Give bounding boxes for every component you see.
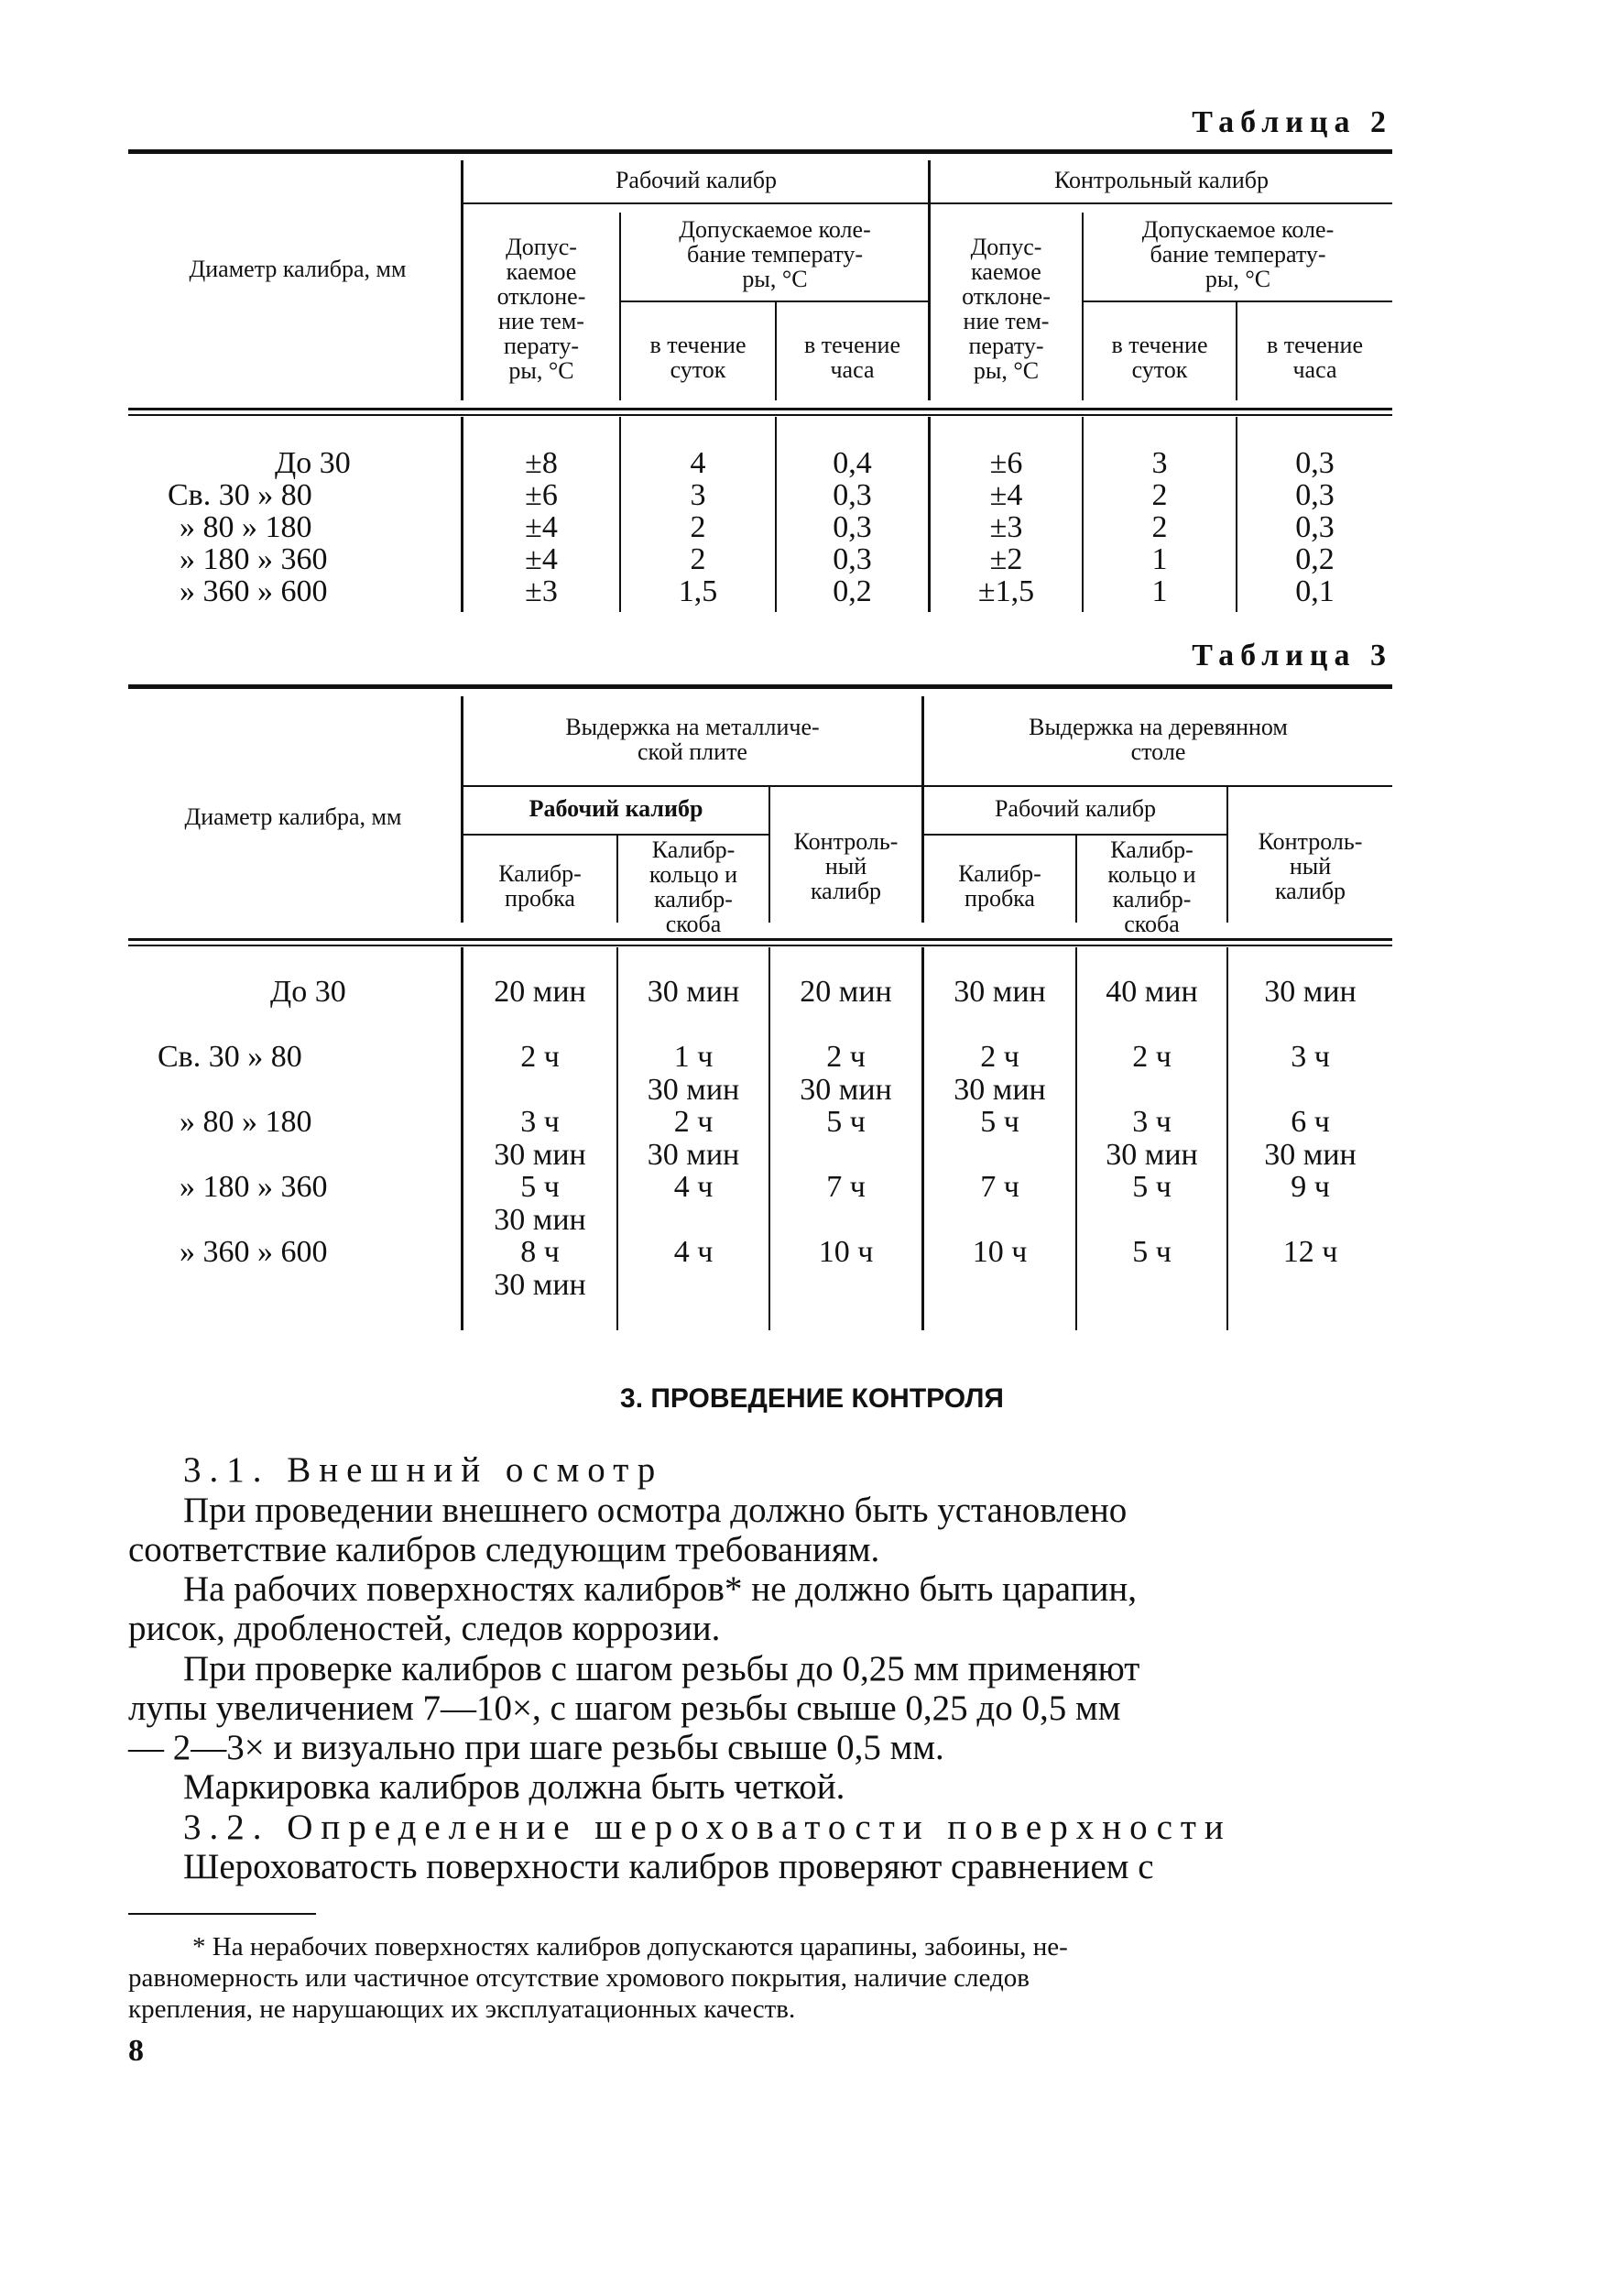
table3-col-diameter: Диаметр калибра, мм — [184, 803, 402, 830]
table2-cell: ±4 — [989, 478, 1023, 512]
page-number: 8 — [128, 2034, 144, 2068]
table2-col-osc-control: Допускаемое коле- бание температу- ры, °С — [1141, 216, 1335, 292]
table3-col-ring-wood: Калибр- кольцо и калибр- скоба — [1107, 836, 1196, 937]
table3-sub-working-wood: Рабочий калибр — [994, 795, 1157, 822]
table2-cell: ±3 — [525, 574, 558, 608]
section-heading: 3. ПРОВЕДЕНИЕ КОНТРОЛЯ — [620, 1383, 1004, 1414]
table3-diameter: Св. 30 » 80 — [158, 1040, 302, 1074]
table2-cell: ±8 — [525, 446, 558, 480]
table3-cell: 20 мин — [800, 975, 892, 1009]
table2-col-hour-control: в течение часа — [1266, 332, 1363, 383]
table2-diameter: » 180 » 360 — [180, 542, 328, 576]
footnote-rule — [128, 1913, 316, 1915]
table3-cell: 4 ч — [673, 1235, 714, 1269]
table3-col-plug-metal: Калибр- пробка — [498, 860, 582, 912]
table2-diameter: » 360 » 600 — [180, 574, 328, 608]
table3-col-control-wood: Контроль- ный калибр — [1258, 828, 1363, 904]
table3-cell: 2 ч — [1132, 1040, 1172, 1074]
paragraph-line: — 2—3× и визуально при шаге резьбы свыше 0,5 мм. — [128, 1728, 944, 1767]
table3-cell: 4 ч — [673, 1170, 714, 1204]
table2-cell: 4 — [690, 446, 706, 480]
table3-cell: 10 ч — [818, 1235, 874, 1269]
table3-cell: 30 мин — [647, 975, 740, 1009]
table2-cell: 2 — [1151, 510, 1168, 544]
table2-col-osc-working: Допускаемое коле- бание температу- ры, °С — [679, 216, 871, 292]
table2-cell: 2 — [690, 510, 706, 544]
table2-cell: 0,3 — [1295, 478, 1335, 512]
table2-cell: ±2 — [989, 542, 1023, 576]
table2-cell: 3 — [1151, 446, 1168, 480]
table3-diameter: » 360 » 600 — [180, 1235, 328, 1269]
table3-diameter: » 180 » 360 — [180, 1170, 328, 1204]
table2-col-day-working: в течение суток — [649, 332, 747, 383]
paragraph-line: При проведении внешнего осмотра должно быть установлено — [183, 1491, 1128, 1530]
table2-col-diameter: Диаметр калибра, мм — [189, 256, 407, 282]
table2-cell: 1,5 — [678, 574, 718, 608]
table2-cell: ±6 — [525, 478, 558, 512]
footnote-line: * На нерабочих поверхностях калибров допускаются царапины, забоины, не- — [192, 1932, 1068, 1962]
table3-cell: 30 мин — [954, 975, 1046, 1009]
table3-group-metal: Выдержка на металличе- ской плите — [565, 714, 820, 765]
table2-cell: ±1,5 — [977, 574, 1035, 608]
table2-diameter: » 80 » 180 — [180, 510, 312, 544]
table3-cell: 9 ч — [1291, 1170, 1330, 1204]
table2-cell: ±3 — [989, 510, 1023, 544]
table3-cell: 2 ч — [520, 1040, 560, 1074]
table3-cell: 2 ч 30 мин — [954, 1040, 1046, 1107]
table2-cell: 0,1 — [1295, 574, 1335, 608]
table3-sub-working-metal: Рабочий калибр — [529, 795, 703, 822]
footnote-line: равномерность или частичное отсутствие хромового покрытия, наличие следов — [128, 1963, 1030, 1993]
table2-diameter: До 30 — [275, 446, 351, 480]
paragraph-line: Маркировка калибров должна быть четкой. — [183, 1767, 845, 1807]
table2-cell: 0,3 — [833, 478, 872, 512]
table2-caption: Таблица 2 — [1192, 105, 1392, 139]
table2-cell: 0,3 — [833, 510, 872, 544]
table2-cell: 1 — [1151, 574, 1168, 608]
table2-cell: 1 — [1151, 542, 1168, 576]
table3-cell: 12 ч — [1282, 1235, 1338, 1269]
table3-cell: 40 мин — [1106, 975, 1198, 1009]
table2-col-dev-control: Допус- каемое отклоне- ние тем- перату- ры, °С — [962, 234, 1051, 384]
footnote-line: крепления, не нарушающих их эксплуатационных качеств. — [128, 1994, 796, 2024]
table3-caption: Таблица 3 — [1192, 639, 1392, 672]
table2-group-working: Рабочий калибр — [615, 167, 778, 193]
table3-col-plug-wood: Калибр- пробка — [958, 860, 1041, 912]
table2-cell: 0,4 — [833, 446, 872, 480]
table2-group-control: Контрольный калибр — [1053, 167, 1270, 193]
table3-cell: 10 ч — [972, 1235, 1028, 1269]
table3-cell: 2 ч 30 мин — [647, 1105, 740, 1172]
table3-col-ring-metal: Калибр- кольцо и калибр- скоба — [649, 836, 738, 937]
table2-col-day-control: в течение суток — [1111, 332, 1208, 383]
table2-cell: 3 — [690, 478, 706, 512]
table2-cell: 2 — [1151, 478, 1168, 512]
table3-cell: 20 мин — [494, 975, 586, 1009]
table2-cell: 2 — [690, 542, 706, 576]
table2-col-dev-working: Допус- каемое отклоне- ние тем- перату- ры, °С — [496, 234, 586, 384]
paragraph-line: При проверке калибров с шагом резьбы до 0,25 мм применяют — [183, 1649, 1140, 1688]
table3-col-control-metal: Контроль- ный калибр — [793, 828, 899, 904]
table2-cell: 0,3 — [1295, 510, 1335, 544]
table3-cell: 5 ч 30 мин — [494, 1170, 586, 1237]
table2-diameter: Св. 30 » 80 — [168, 478, 312, 512]
table3-cell: 30 мин — [1264, 975, 1357, 1009]
table3-cell: 5 ч — [980, 1105, 1019, 1139]
table2-cell: ±4 — [525, 542, 558, 576]
table3-diameter: До 30 — [270, 975, 346, 1009]
subsection-title: 3.2. Определение шероховатости поверхности — [183, 1808, 1232, 1847]
table3-cell: 6 ч 30 мин — [1264, 1105, 1357, 1172]
table3-cell: 3 ч 30 мин — [494, 1105, 586, 1172]
paragraph-line: На рабочих поверхностях калибров* не должно быть царапин, — [183, 1569, 1137, 1609]
table3-cell: 3 ч 30 мин — [1106, 1105, 1198, 1172]
table2-cell: 0,2 — [833, 574, 872, 608]
table3-diameter: » 80 » 180 — [180, 1105, 312, 1139]
paragraph-line: соответствие калибров следующим требованиям. — [128, 1530, 880, 1569]
table3-cell: 2 ч 30 мин — [800, 1040, 892, 1107]
table2-cell: 0,3 — [1295, 446, 1335, 480]
table3-cell: 3 ч — [1291, 1040, 1330, 1074]
table3-group-wood: Выдержка на деревянном столе — [1029, 714, 1288, 765]
table2-cell: ±6 — [989, 446, 1023, 480]
table3-cell: 7 ч — [826, 1170, 866, 1204]
table2-cell: ±4 — [525, 510, 558, 544]
table3-cell: 8 ч 30 мин — [494, 1235, 586, 1302]
table3-cell: 5 ч — [1132, 1170, 1172, 1204]
paragraph-line: рисок, дробленостей, следов коррозии. — [128, 1609, 721, 1648]
subsection-title: 3.1. Внешний осмотр — [183, 1450, 664, 1490]
table2-cell: 0,3 — [833, 542, 872, 576]
paragraph-line: лупы увеличением 7—10×, с шагом резьбы свыше 0,25 до 0,5 мм — [128, 1688, 1121, 1728]
table3-cell: 5 ч — [826, 1105, 866, 1139]
paragraph-line: Шероховатость поверхности калибров проверяют сравнением с — [183, 1847, 1154, 1886]
table3-cell: 1 ч 30 мин — [647, 1040, 740, 1107]
table3-cell: 5 ч — [1132, 1235, 1172, 1269]
table2-col-hour-working: в течение часа — [803, 332, 900, 383]
table2-cell: 0,2 — [1295, 542, 1335, 576]
table3-cell: 7 ч — [980, 1170, 1019, 1204]
